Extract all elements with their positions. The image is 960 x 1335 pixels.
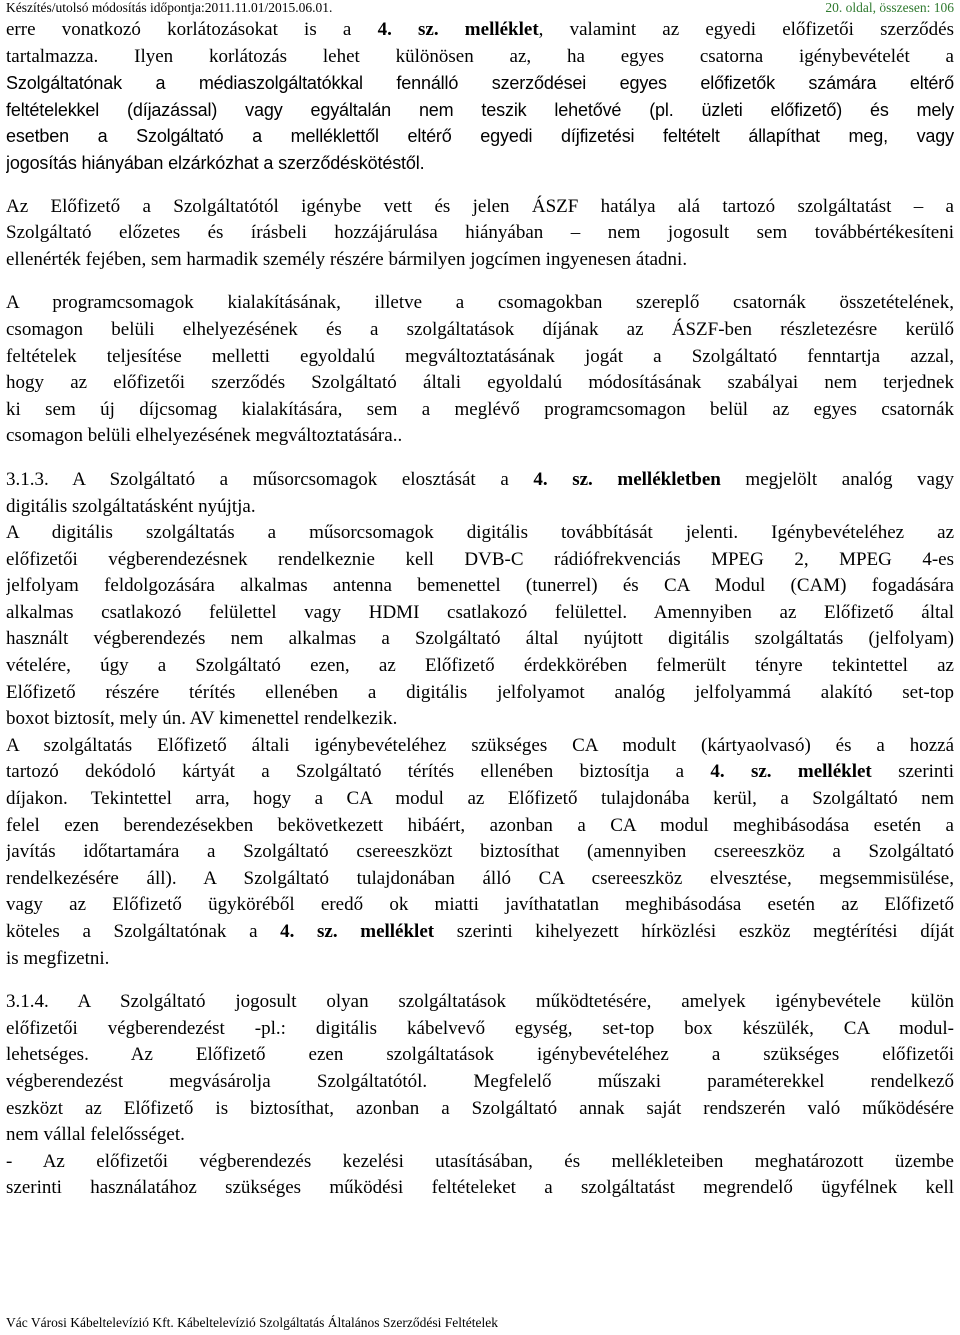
section-heading-3-1-3: 3.1.3. A Szolgáltató a műsorcsomagok elosztását a 4. sz. mellékletben megjelölt analóg vagy	[6, 468, 954, 490]
text-line: vagy az Előfizető ügyköréből eredő ok miatti javíthatatlan meghibásodása esetén az Előfizető	[6, 894, 954, 916]
text-line: eszközt az Előfizető is biztosíthat, azonban a Szolgáltató annak saját rendszerén való működésére	[6, 1097, 954, 1119]
text-line: előfizetői végberendezésnek rendelkeznie kell DVB-C rádiófrekvenciás MPEG 2, MPEG 4-es	[6, 548, 954, 570]
text-line: erre vonatkozó korlátozásokat is a 4. sz. melléklet, valamint az egyedi előfizetői szerződés	[6, 19, 954, 40]
header-modified-date: Készítés/utolsó módosítás időpontja:2011.11.01/2015.06.01.	[6, 0, 333, 15]
text-line: nem vállal felelősséget.	[6, 1124, 185, 1146]
document-body	[6, 17, 954, 1202]
header-page-number: 20. oldal, összesen: 106	[825, 0, 954, 15]
text-line: díjakon. Tekintettel arra, hogy a CA modul az Előfizető tulajdonába kerül, a Szolgáltató nem	[6, 788, 954, 810]
text-line: csomagon belüli elhelyezésének és a szolgáltatások díjának az ÁSZF-ben részletezésre kerülő	[6, 318, 954, 340]
page-footer: Vác Városi Kábeltelevízió Kft. Kábeltelevízió Szolgáltatás Általános Szerződési Feltételek	[6, 1315, 498, 1330]
text-line: tartalmazza. Ilyen korlátozás lehet különösen az, ha egyes csatorna igénybevételét a	[6, 45, 954, 67]
text-line: tartozó dekódoló kártyát a Szolgáltató térítés ellenében biztosítja a 4. sz. melléklet szerinti	[6, 761, 954, 783]
text-line: csomagon belüli elhelyezésének megváltoztatására..	[6, 425, 403, 447]
page-header	[6, 0, 954, 17]
text-line: A programcsomagok kialakításának, illetve a csomagokban szereplő csatornák összetételének,	[6, 292, 954, 314]
text-line: felel ezen berendezésekben bekövetkezett hibáért, azonban a CA modul meghibásodása esetén a	[6, 814, 954, 836]
text-line: alkalmas csatlakozó felülettel vagy HDMI csatlakozó felülettel. Amennyiben az Előfizető által	[6, 601, 954, 623]
text-line: is megfizetni.	[6, 947, 110, 969]
annex-reference: 4. sz. melléklet	[710, 761, 872, 783]
text-line: rendelkezésére áll). A Szolgáltató tulajdonában álló CA csereeszköz elvesztése, megsemmisülése,	[6, 867, 954, 889]
text-line: Szolgáltató előzetes és írásbeli hozzájárulása hiányában – nem jogosult sem továbbértékesíteni	[6, 222, 954, 244]
annex-reference: 4. sz. melléklet	[280, 921, 435, 942]
annex-reference: 4. sz. melléklet	[377, 19, 539, 40]
text-line: végberendezést megvásárolja Szolgáltatótól. Megfelelő műszaki paraméterekkel rendelkező	[6, 1070, 954, 1092]
text-line: feltételekkel (díjazással) vagy egyáltalán nem teszik lehetővé (pl. üzleti előfizető) és mely	[6, 99, 954, 120]
text-line: Előfizető részére térítés ellenében a digitális jelfolyamot analóg jelfolyammá alakító set-top	[6, 681, 954, 703]
text-line: előfizetői végberendezést -pl.: digitális kábelvevő egység, set-top box készülék, CA modul-	[6, 1017, 954, 1039]
text-line: szerinti használatához szükséges működési feltételeket a szolgáltatást megrendelő ügyfélnek kell	[6, 1177, 954, 1199]
text-line: Szolgáltatónak a médiaszolgáltatókkal fennálló szerződései egyes előfizetők számára eltérő	[6, 73, 954, 94]
text-line: köteles a Szolgáltatónak a 4. sz. melléklet szerinti kihelyezett hírközlési eszköz megtérítési díját	[6, 921, 954, 942]
text-line: Az Előfizető a Szolgáltatótól igénybe vett és jelen ÁSZF hatálya alá tartozó szolgáltatást – a	[6, 195, 954, 217]
annex-reference: 4. sz. mellékletben	[533, 468, 721, 490]
text-line: A szolgáltatás Előfizető általi igénybevételéhez szükséges CA modult (kártyaolvasó) és a hozzá	[6, 734, 954, 756]
text-line: feltételek teljesítése melletti egyoldalú megváltoztatásának jogát a Szolgáltató fenntartja azzal,	[6, 345, 954, 367]
text-line: jogosítás hiányában elzárkózhat a szerződéskötéstől.	[6, 152, 425, 173]
text-line: ellenérték fejében, sem harmadik személy részére bármilyen jogcímen ingyenesen átadni.	[6, 248, 688, 270]
text-line: hogy az előfizetői szerződés Szolgáltató általi egyoldalú módosításának szabályai nem terjednek	[6, 372, 954, 394]
text-line: digitális szolgáltatásként nyújtja.	[6, 495, 256, 517]
text-line: használt végberendezés nem alkalmas a Szolgáltató által nyújtott digitális szolgáltatás (jelfolyam)	[6, 628, 954, 650]
text-line: javítás időtartamára a Szolgáltató csereeszközt biztosíthat (amennyiben csereeszköz a Szolgáltató	[6, 841, 954, 863]
text-line: vételére, úgy a Szolgáltató ezen, az Előfizető érdekkörében felmerült tényre tekintettel az	[6, 655, 954, 677]
section-heading-3-1-4: 3.1.4. A Szolgáltató jogosult olyan szolgáltatások működtetésére, amelyek igénybevétele külön	[6, 991, 954, 1013]
text-line: A digitális szolgáltatás a műsorcsomagok digitális továbbítását jelenti. Igénybevételéhez az	[6, 522, 954, 544]
text-line: - Az előfizetői végberendezés kezelési utasításában, és mellékleteiben meghatározott üzembe	[6, 1150, 954, 1172]
text-line: lehetséges. Az Előfizető ezen szolgáltatások igénybevételéhez a szükséges előfizetői	[6, 1044, 954, 1066]
text-line: jelfolyam feldolgozására alkalmas antenna bemenettel (tunerrel) és CA Modul (CAM) fogadására	[6, 575, 954, 597]
text-line: ki sem új díjcsomag kialakítására, sem a meglévő programcsomagon belül az egyes csatornák	[6, 398, 954, 420]
text-line: boxot biztosít, mely ún. AV kimenettel rendelkezik.	[6, 708, 398, 730]
text-line: esetben a Szolgáltató a melléklettől eltérő egyedi díjfizetési feltételt állapíthat meg, vagy	[6, 126, 954, 147]
